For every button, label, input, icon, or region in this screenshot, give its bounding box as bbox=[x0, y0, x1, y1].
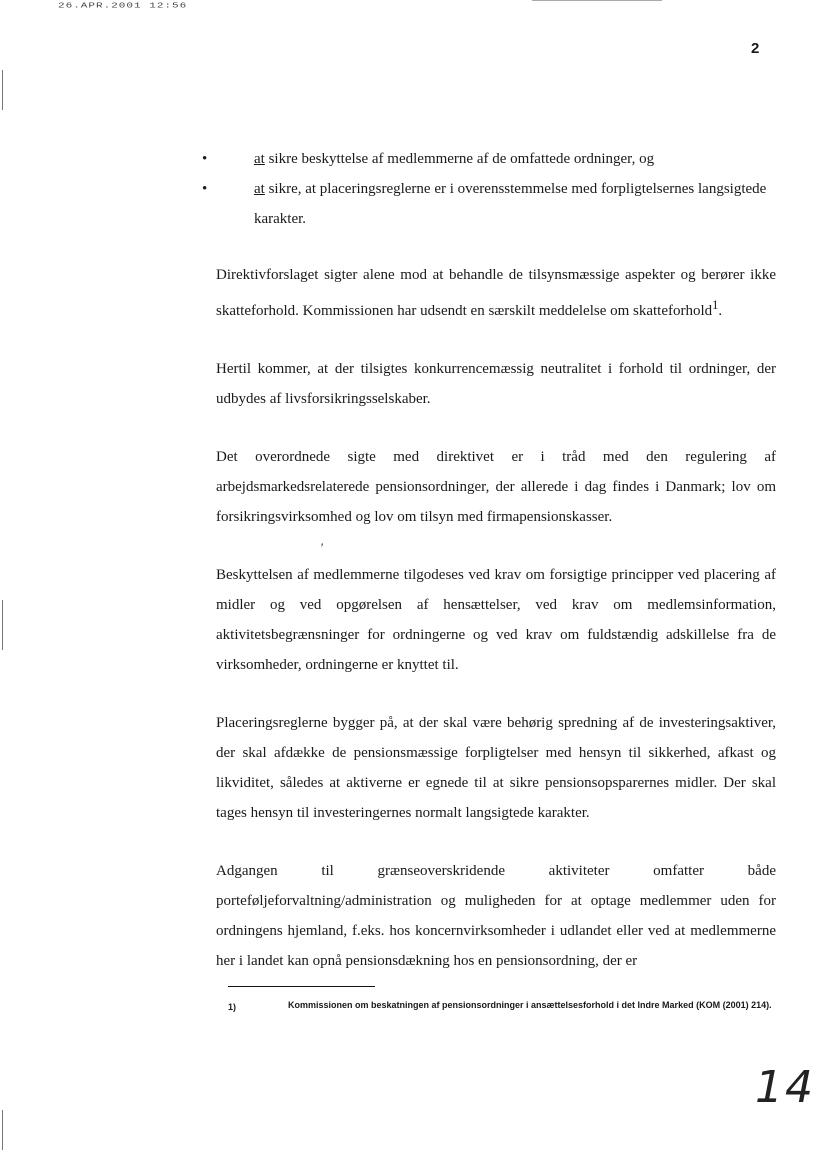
bullet-lead: at bbox=[254, 151, 265, 167]
paragraph: Hertil kommer, at der tilsigtes konkurrencemæssig neutralitet i forhold til ordninger, der udbydes af livsforsikringsselskaber. bbox=[216, 361, 776, 407]
scan-edge-mark bbox=[2, 70, 3, 110]
bullet-text bbox=[216, 174, 776, 234]
top-rule bbox=[532, 0, 662, 1]
paragraph: Placeringsreglerne bygger på, at der skal være behørig spredning af de investeringsaktiver, der skal afdække de pensionsmæssige forpligtelser med hensyn til sikkerhed, afkast og likviditet, således at aktiverne er egnede til at sikre pensionsopsparernes midler. Der skal tages hensyn til investeringernes normalt langsigtede karakter. bbox=[216, 715, 776, 821]
list-item bbox=[202, 174, 776, 234]
bullet-text bbox=[216, 144, 776, 174]
page-number: 2 bbox=[751, 40, 760, 57]
list-item bbox=[202, 144, 776, 174]
paragraph: Adgangen til grænseoverskridende aktiviteter omfatter både porteføljeforvaltning/administration og muligheden for at optage medlemmer uden for ordningens hjemland, f.eks. hos koncernvirksomheder i udlandet eller ved at medlemmerne her i landet kan opnå pensionsdækning hos en pensionsordning, der er bbox=[216, 863, 776, 969]
bullet-icon: • bbox=[202, 181, 208, 197]
bullet-lead: at bbox=[254, 181, 265, 197]
scan-edge-mark bbox=[2, 1110, 3, 1150]
footnote-divider bbox=[228, 986, 375, 987]
bullet-rest: sikre beskyttelse af medlemmerne af de omfattede ordninger, og bbox=[264, 151, 655, 167]
paragraph: Det overordnede sigte med direktivet er i tråd med den regulering af arbejdsmarkedsrelaterede pensionsordninger, der allerede i dag findes i Danmark; lov om forsikringsvirksomhed og lov om tilsyn med firmapensionskasser. bbox=[216, 449, 776, 525]
handwritten-page-number: 14 bbox=[755, 1062, 815, 1113]
bullet-list bbox=[202, 144, 776, 234]
bullet-icon: • bbox=[202, 151, 208, 167]
paragraph-end: . bbox=[718, 303, 723, 319]
stray-mark: ' bbox=[320, 540, 323, 555]
footnote-number: 1) bbox=[228, 1002, 237, 1012]
paragraph-text: Direktivforslaget sigter alene mod at behandle de tilsynsmæssige aspekter og berører ikke skatteforhold. Kommissionen har udsendt en særskilt meddelelse om skatteforhold bbox=[216, 267, 776, 319]
footnote bbox=[228, 998, 788, 1012]
fax-header: 26.APR.2001 12:56 bbox=[58, 2, 188, 11]
bullet-rest: sikre, at placeringsreglerne er i overensstemmelse med forpligtelsernes langsigtede karakter. bbox=[254, 181, 767, 227]
footnote-reference: 1 bbox=[712, 298, 719, 312]
scan-edge-mark bbox=[2, 600, 3, 650]
paragraph bbox=[216, 260, 776, 326]
footnote-text: Kommissionen om beskatningen af pensionsordninger i ansættelsesforhold i det Indre Marked (KOM (2001) 214). bbox=[288, 1000, 772, 1010]
paragraph: Beskyttelsen af medlemmerne tilgodeses ved krav om forsigtige principper ved placering af midler og ved opgørelsen af hensættelser, ved krav om medlemsinformation, aktivitetsbegrænsninger for ordningerne og ved krav om fuldstændig adskillelse fra de virksomheder, ordningerne er knyttet til. bbox=[216, 567, 776, 673]
document-body bbox=[202, 144, 776, 1004]
